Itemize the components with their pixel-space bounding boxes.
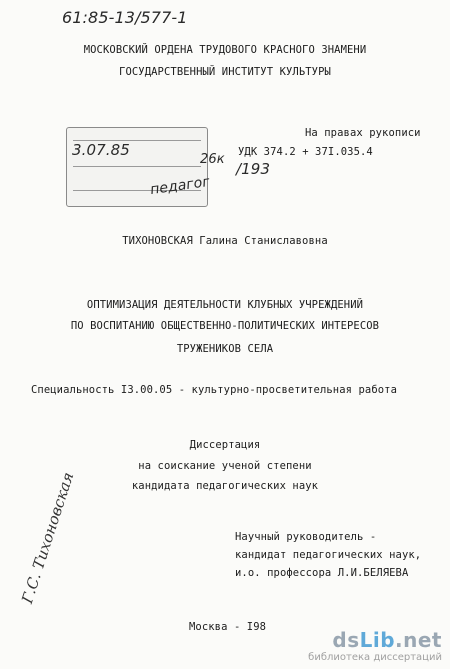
site-watermark [308,628,442,663]
supervisor-line-1: Научный руководитель - [235,531,377,543]
dissertation-line-1: Диссертация [189,439,261,451]
title-line-3: ТРУЖЕНИКОВ СЕЛА [176,343,274,355]
stamp-suffix: /193 [236,160,271,178]
institution-line-2: ГОСУДАРСТВЕННЫЙ ИНСТИТУТ КУЛЬТУРЫ [119,66,331,78]
author-signature: Г.С. Тихоновская [18,469,78,606]
dissertation-line-2: на соискание ученой степени [138,460,312,472]
dissertation-line-3: кандидата педагогических наук [131,480,319,492]
manuscript-rights: На правах рукописи [305,127,421,139]
stamp-date: 3.07.85 [72,141,130,159]
stamp-word: педагог [149,173,211,199]
udk-code: УДК 374.2 + 37I.035.4 [238,146,373,158]
supervisor-line-2: кандидат педагогических наук, [235,549,422,561]
title-line-2: ПО ВОСПИТАНИЮ ОБЩЕСТВЕННО-ПОЛИТИЧЕСКИХ ИНТЕРЕСОВ [70,320,380,332]
archive-code: 61:85-13/577-1 [62,8,188,27]
stamp-number: 26к [200,152,225,167]
city-year: Москва - I98 [189,621,267,633]
specialty: Специальность I3.00.05 - культурно-просветительная работа [31,384,398,396]
watermark-logo: dsLib.net [332,628,442,652]
library-stamp [66,127,208,207]
watermark-subtitle: библиотека диссертаций [308,652,442,663]
institution-line-1: МОСКОВСКИЙ ОРДЕНА ТРУДОВОГО КРАСНОГО ЗНАМЕНИ [83,44,367,56]
author-name: ТИХОНОВСКАЯ Галина Станиславовна [122,235,328,247]
supervisor-line-3: и.о. профессора Л.И.БЕЛЯЕВА [235,567,409,579]
title-line-1: ОПТИМИЗАЦИЯ ДЕЯТЕЛЬНОСТИ КЛУБНЫХ УЧРЕЖДЕНИЙ [86,299,364,311]
